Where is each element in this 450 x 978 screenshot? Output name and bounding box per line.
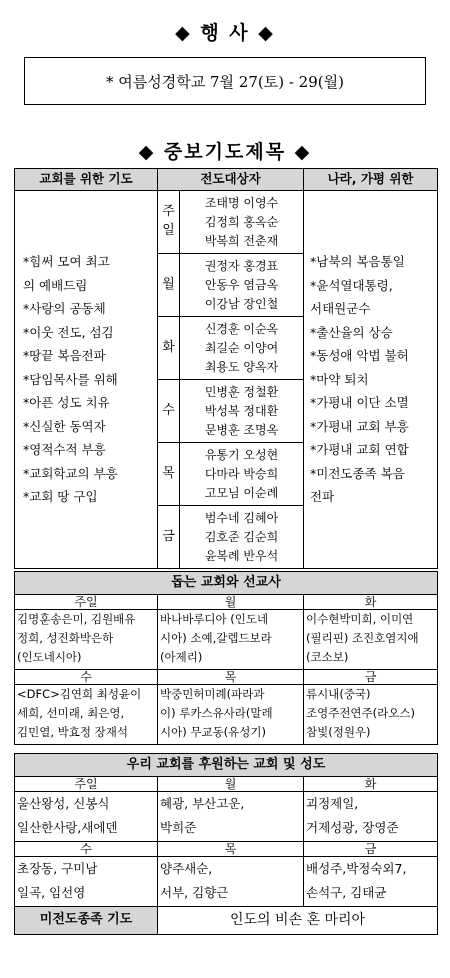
support-cell [304,857,438,907]
support-cell [15,857,158,907]
day-label: 수 [15,670,158,685]
name-line: 박복희 전춘재 [204,233,279,248]
name-line: 다마라 박승희 [204,466,279,481]
list-item: *남북의 복음통일 [310,254,405,270]
list-item: 서태원군수 [310,301,371,317]
list-item: *가평내 이단 소멸 [310,395,409,411]
name-line: 윤복례 반우석 [204,548,279,563]
name-line: 권정자 홍경표 [204,258,279,273]
name-line: 범수네 김혜아 [204,510,279,525]
name-line: 최용도 양옥자 [204,359,279,374]
day-label: 금 [304,670,438,685]
day-label: 목 [158,842,304,857]
support-cell [304,792,438,842]
list-item: *영적수적 부흥 [23,442,106,458]
list-item: *담임목사를 위해 [23,371,118,387]
support-cell [15,792,158,842]
evangelism-names [180,254,304,317]
header-evangelism: 전도대상자 [158,169,304,191]
evangelism-day: 화 [158,317,180,380]
list-item: *미전도종족 복음 [310,465,405,481]
support-cell [158,792,304,842]
list-item: *윤석열대통령, [310,277,393,293]
day-label: 수 [15,842,158,857]
list-item: 전파 [310,489,335,505]
event-text: * 여름성경학교 7월 27(토) - 29(월) [106,72,344,91]
list-item: *힘써 모여 최고 [23,254,110,270]
name-line: 신경훈 이순옥 [204,321,279,336]
cell-line: (아제리) [160,650,203,664]
unreached-label: 미전도종족 기도 [15,907,158,935]
evangelism-day: 금 [158,506,180,569]
list-item: *교회학교의 부흥 [23,465,118,481]
unreached-value: 인도의 비손 혼 마리아 [158,907,438,935]
mission-title: 돕는 교회와 선교사 [15,572,438,595]
cell-line: 일산한사랑,새에덴 [17,820,118,835]
day-label: 월 [158,777,304,792]
cell-line: 김명훈송은미, 김원배유 [17,612,136,626]
day-label: 주일 [15,777,158,792]
mission-table [14,571,438,745]
cell-line: <DFC>김연희 최성윤이 [17,687,142,701]
list-item: *가평내 교회 부흥 [310,418,409,434]
name-line: 고모님 이순례 [204,485,279,500]
mission-cell [304,685,438,745]
name-line: 안동우 염금옥 [204,277,279,292]
day-label: 화 [304,595,438,610]
cell-line: 일곡, 임선영 [17,885,86,900]
day-label: 주일 [15,595,158,610]
list-item: *교회 땅 구입 [23,489,98,505]
cell-line: 시아) 무교동(유성기) [160,725,266,739]
evangelism-names [180,317,304,380]
cell-line: 혜광, 부산고운, [160,796,245,811]
header-nation: 나라, 가평 위한 [304,169,438,191]
cell-line: 바나바루디아 (인도네 [160,612,269,626]
cell-line: 참빛(정원우) [306,725,371,739]
event-title: ◆ 행 사 ◆ [175,22,275,44]
cell-line: (코소보) [306,650,349,664]
cell-line: 이수현박미희, 이미연 [306,612,414,626]
evangelism-day: 목 [158,443,180,506]
evangelism-names [180,443,304,506]
list-item: *사랑의 공동체 [23,301,106,317]
cell-line: 조영주전연주(라오스) [306,706,415,720]
support-cell [158,857,304,907]
cell-line: (인도네시아) [17,650,82,664]
evangelism-day: 주일 [158,191,180,254]
list-item: *신실한 동역자 [23,418,106,434]
evangelism-day: 월 [158,254,180,317]
support-title: 우리 교회를 후원하는 교회 및 성도 [15,754,438,777]
cell-line: 정희, 성진화박은하 [17,631,114,645]
cell-line: 세희, 선미래, 최은영, [17,706,125,720]
evangelism-day: 수 [158,380,180,443]
mission-cell [15,685,158,745]
name-line: 민병훈 정철환 [204,384,279,399]
mission-cell [15,610,158,670]
mission-cell [158,685,304,745]
name-line: 문병훈 조명옥 [204,422,279,437]
cell-line: (필리핀) 조진호염지애 [306,631,419,645]
name-line: 이강남 장인철 [204,296,279,311]
cell-line: 시아) 소예,갈렙드보라 [160,631,272,645]
church-prayer-list [15,191,158,569]
list-item: *아픈 성도 치유 [23,395,110,411]
cell-line: 박중민허미례(파라과 [160,687,265,701]
cell-line: 박희준 [160,820,197,835]
header-church: 교회를 위한 기도 [15,169,158,191]
cell-line: 거제성광, 장영준 [306,820,399,835]
cell-line: 서부, 김향근 [160,885,229,900]
evangelism-names [180,380,304,443]
day-label: 월 [158,595,304,610]
name-line: 조태명 이영수 [204,195,279,210]
nation-prayer-list [304,191,438,569]
prayer-table [14,168,438,569]
support-table [14,753,438,935]
evangelism-names [180,191,304,254]
day-label: 목 [158,670,304,685]
list-item: *이웃 전도, 섬김 [23,324,114,340]
list-item: *출산율의 상승 [310,324,393,340]
day-label: 금 [304,842,438,857]
list-item: *가평내 교회 연합 [310,442,409,458]
evangelism-names [180,506,304,569]
event-box [24,57,426,105]
cell-line: 류시내(중국) [306,687,371,701]
list-item: 의 예배드림 [23,277,88,293]
day-label: 화 [304,777,438,792]
cell-line: 배성주,박정숙외7, [306,861,407,876]
name-line: 최길순 이양여 [204,340,279,355]
name-line: 김호준 김순희 [204,529,279,544]
cell-line: 이) 루카스유사라(말레 [160,706,273,720]
name-line: 김정희 홍옥순 [204,214,279,229]
list-item: *동성애 악법 불허 [310,348,409,364]
cell-line: 괴정제일, [306,796,359,811]
mission-cell [158,610,304,670]
list-item: *땅끝 복음전파 [23,348,106,364]
cell-line: 양주새순, [160,861,213,876]
cell-line: 손석구, 김태균 [306,885,387,900]
name-line: 박성복 정대환 [204,403,279,418]
cell-line: 김민열, 박효정 장재석 [17,725,128,739]
list-item: *마약 퇴치 [310,371,369,387]
mission-cell [304,610,438,670]
name-line: 유통기 오성현 [204,447,279,462]
prayer-title: ◆ 중보기도제목 ◆ [138,141,312,163]
cell-line: 울산왕성, 신봉식 [17,796,110,811]
cell-line: 초장동, 구미남 [17,861,98,876]
